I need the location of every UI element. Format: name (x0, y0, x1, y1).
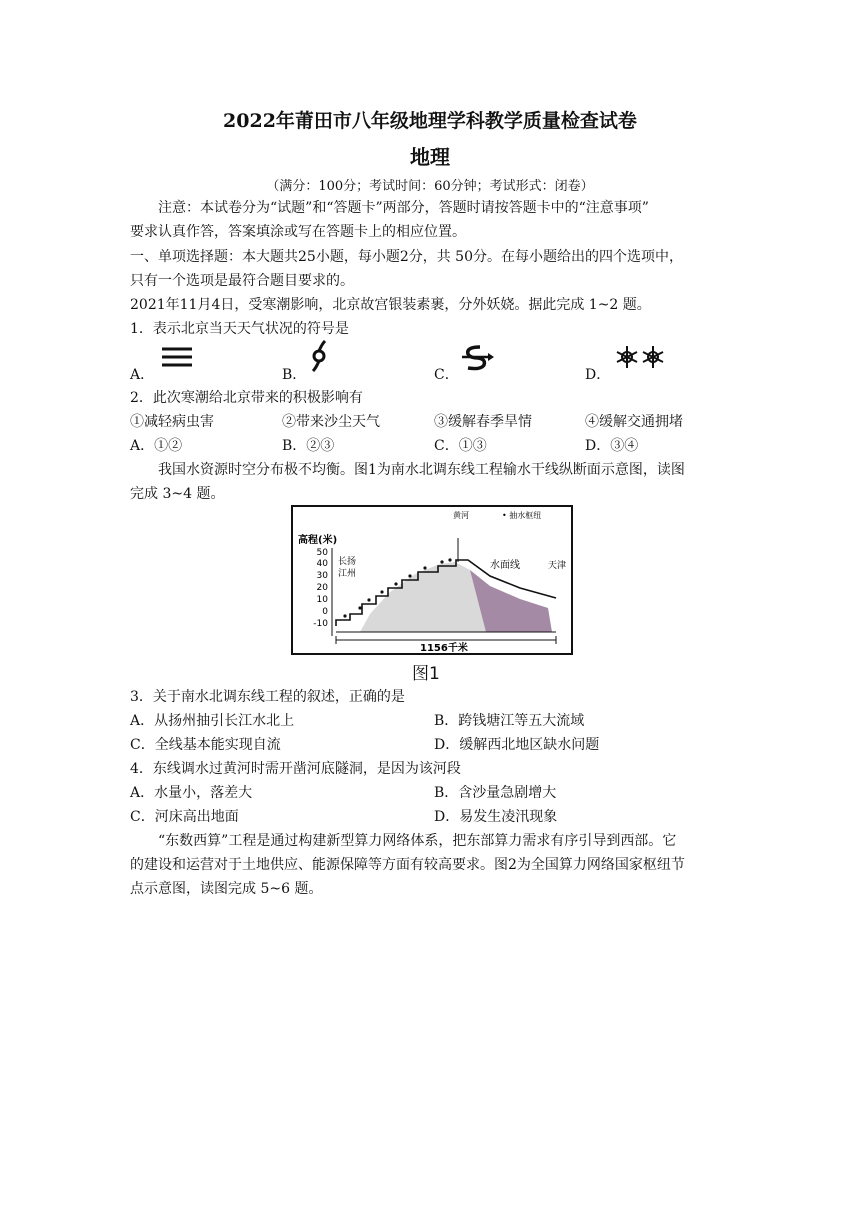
svg-text:50: 50 (316, 548, 328, 558)
q2-option-c: C．①③ (434, 438, 487, 454)
label-tianjin: 天津 (548, 561, 567, 571)
q2-option-d: D．③④ (585, 438, 639, 454)
figure-1-profile-diagram (290, 504, 574, 656)
q4-option-c: C．河床高出地面 (130, 809, 239, 825)
q2-option-a: A．①② (130, 438, 183, 454)
sandstorm-symbol-icon (460, 343, 496, 371)
y-axis-label: 高程(米) (298, 535, 338, 546)
context-1: 2021年11月4日，受寒潮影响，北京故宫银装素裹，分外妖娆。据此完成 1~2 题。 (130, 297, 651, 313)
svg-text:0: 0 (322, 607, 328, 617)
question-4-stem: 4．东线调水过黄河时需开凿河底隧洞，是因为该河段 (130, 761, 461, 777)
svg-text:20: 20 (316, 583, 328, 593)
fog-symbol-icon (160, 345, 194, 369)
figure-1-caption: 图1 (412, 664, 440, 684)
heavy-snow-symbol-icon (614, 344, 668, 370)
exam-title: 2022年莆田市八年级地理学科教学质量检查试卷 (223, 110, 637, 132)
q4-option-b: B．含沙量急剧增大 (434, 785, 557, 801)
context-3-line-3: 点示意图，读图完成 5~6 题。 (130, 881, 323, 897)
notice-line-1: 注意：本试卷分为“试题”和“答题卡”两部分，答题时请按答题卡中的“注意事项” (158, 200, 649, 216)
question-2-stem: 2．此次寒潮给北京带来的积极影响有 (130, 390, 363, 406)
section-1-line-2: 只有一个选项是最符合题目要求的。 (130, 273, 354, 289)
context-2-line-2: 完成 3~4 题。 (130, 486, 225, 502)
context-2-line-1: 我国水资源时空分布极不均衡。图1为南水北调东线工程输水干线纵断面示意图，读图 (158, 462, 685, 478)
q4-option-a: A．水量小，落差大 (130, 785, 253, 801)
q2-item-3: ③缓解春季旱情 (434, 414, 532, 430)
context-3-line-1: “东数西算”工程是通过构建新型算力网络体系，把东部算力需求有序引导到西部。它 (158, 833, 677, 849)
q4-option-d: D．易发生凌汛现象 (434, 809, 558, 825)
q2-item-1: ①减轻病虫害 (130, 414, 214, 430)
svg-text:40: 40 (316, 559, 328, 569)
q2-item-4: ④缓解交通拥堵 (585, 414, 683, 430)
legend-pumping-station: • 抽水枢纽 (502, 511, 542, 520)
q1-option-d: D． (585, 367, 611, 383)
label-jiangdu: 江州 (338, 569, 357, 579)
context-3-line-2: 的建设和运营对于土地供应、能源保障等方面有较高要求。图2为全国算力网络国家枢纽节 (130, 857, 685, 873)
question-1-stem: 1．表示北京当天天气状况的符号是 (130, 321, 349, 337)
q3-option-b: B．跨钱塘江等五大流域 (434, 713, 585, 729)
q1-option-c: C． (434, 367, 459, 383)
svg-text:10: 10 (316, 595, 328, 605)
q3-option-a: A．从扬州抽引长江水北上 (130, 713, 295, 729)
typhoon-symbol-icon (309, 340, 329, 372)
q1-option-b: B． (282, 367, 307, 383)
q2-option-b: B．②③ (282, 438, 335, 454)
distance-label: 1156千米 (420, 643, 468, 654)
label-changjiang: 长扬 (338, 557, 357, 567)
question-3-stem: 3．关于南水北调东线工程的叙述，正确的是 (130, 689, 405, 705)
q2-item-2: ②带来沙尘天气 (282, 414, 380, 430)
q3-option-d: D．缓解西北地区缺水问题 (434, 737, 600, 753)
subject-title: 地理 (410, 145, 450, 169)
section-1-line-1: 一、单项选择题：本大题共25小题，每小题2分，共 50分。在每小题给出的四个选项中， (130, 249, 683, 265)
exam-info: （满分：100分；考试时间：60分钟；考试形式：闭卷） (266, 179, 594, 194)
label-waterline: 水面线 (490, 560, 520, 571)
svg-text:30: 30 (316, 571, 328, 581)
q1-option-a: A． (130, 367, 155, 383)
notice-line-2: 要求认真作答，答案填涂或写在答题卡上的相应位置。 (130, 224, 466, 240)
svg-text:-10: -10 (313, 619, 328, 629)
q3-option-c: C．全线基本能实现自流 (130, 737, 281, 753)
label-huanghe: 黄河 (453, 511, 469, 520)
